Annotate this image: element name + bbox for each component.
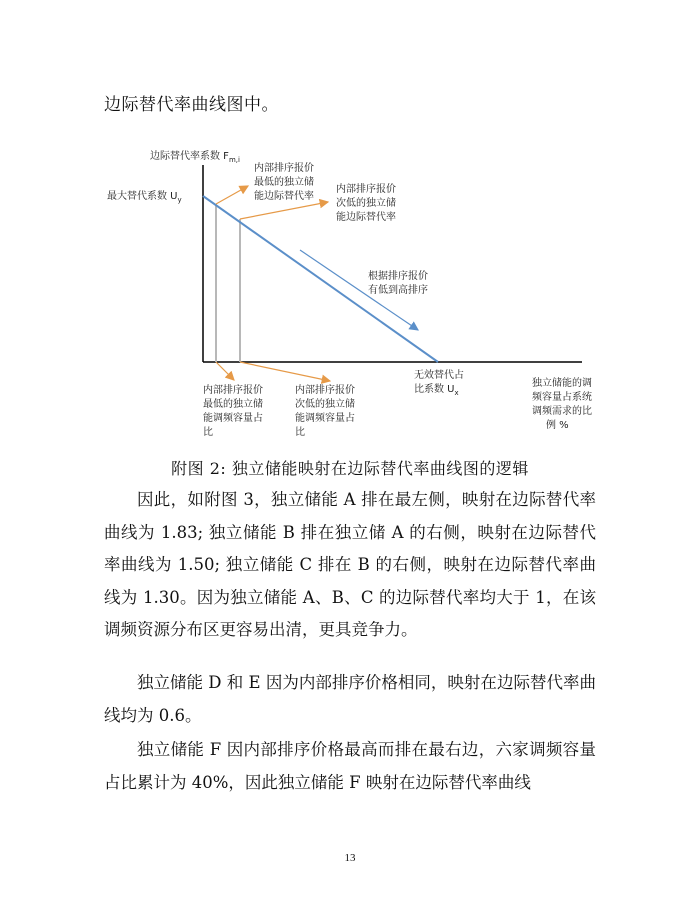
- paragraph-3: 独立储能 F 因内部排序价格最高而排在最右边，六家调频容量占比累计为 40%，因此独立储能 F 映射在边际替代率曲线: [104, 740, 596, 792]
- bottom-annotation-2: 内部排序报价 次低的独立储 能调频容量占 比: [295, 385, 355, 438]
- intro-text: 边际替代率曲线图中。: [104, 95, 279, 115]
- bottom-arrow-1: [216, 362, 234, 380]
- substitution-rate-diagram: [0, 140, 700, 455]
- y-axis-label: 边际替代率系数 $F_{m,i}$: [150, 151, 240, 164]
- paragraph-1: 因此，如附图 3，独立储能 A 排在最左侧，映射在边际替代率曲线为 1.83; 独立储能 B 排在独立储 A 的右侧，映射在边际替代率曲线为 1.50; 独立储能 C 排在 B 的右侧，映射在边际替代率曲线为 1.30。因为独立储能 A、B、C 的边际替代率均大于 1，在该调频资源分布区更容易出清，更具竞争力。: [104, 490, 596, 639]
- max-coefficient-label: 最大替代系数 $U_y$: [107, 191, 182, 204]
- bottom-annotation-1: 内部排序报价 最低的独立储 能调频容量占 比: [203, 385, 263, 438]
- top-annotation-1: 内部排序报价 最低的独立储 能边际替代率: [254, 163, 314, 202]
- invalid-coefficient-label: 无效替代占 比系数 $U_x$: [414, 370, 464, 397]
- bottom-arrow-2: [240, 362, 330, 381]
- sort-annotation: 根据排序报价 有低到高排序: [368, 271, 428, 296]
- x-axis-label: 独立储能的调 频容量占系统 调频需求的比 例 %: [532, 378, 592, 431]
- page-number: 13: [344, 852, 356, 864]
- paragraph-2: 独立储能 D 和 E 因为内部排序价格相同，映射在边际替代率曲线均为 0.6。: [104, 673, 596, 725]
- top-arrow-1: [216, 186, 248, 204]
- top-arrow-2: [240, 202, 328, 219]
- top-annotation-2: 内部排序报价 次低的独立储 能边际替代率: [336, 184, 396, 223]
- figure-caption: 附图 2: 独立储能映射在边际替代率曲线图的逻辑: [171, 459, 529, 478]
